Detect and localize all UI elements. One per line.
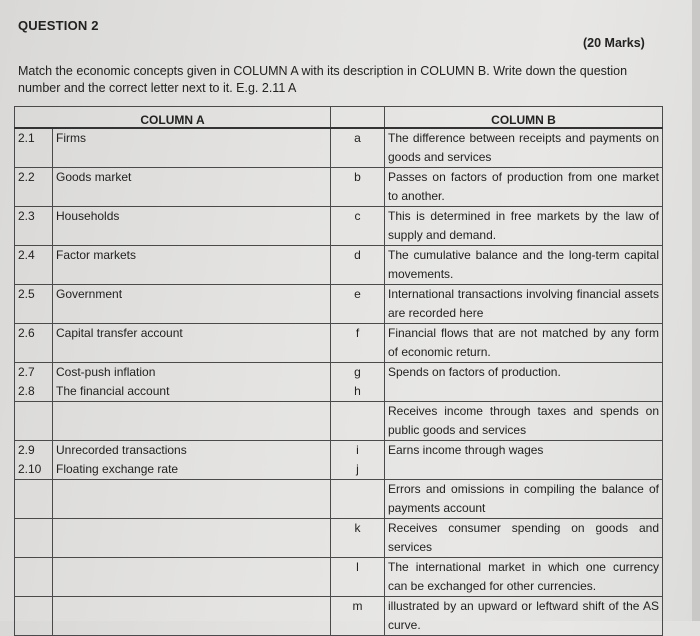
description: The cumulative balance and the long-term capital movements.	[385, 246, 663, 285]
question-number-pair	[15, 441, 53, 480]
table-row	[15, 402, 663, 441]
concept	[53, 597, 331, 636]
question-number: 2.2	[15, 168, 53, 207]
option-letter: h	[354, 384, 361, 398]
concept: Firms	[53, 128, 331, 168]
description: Spends on factors of production.	[385, 363, 663, 402]
description: International transactions involving financial assets are recorded here	[385, 285, 663, 324]
table-row	[15, 207, 663, 246]
option-letter: f	[331, 324, 385, 363]
question-number: 2.8	[18, 384, 35, 398]
option-letter	[331, 480, 385, 519]
letter-pair	[331, 363, 385, 402]
table-row	[15, 480, 663, 519]
question-number	[15, 558, 53, 597]
description: illustrated by an upward or leftward shift of the AS curve.	[385, 597, 663, 636]
option-letter: m	[331, 597, 385, 636]
table-row	[15, 558, 663, 597]
description: This is determined in free markets by the law of supply and demand.	[385, 207, 663, 246]
option-letter	[331, 402, 385, 441]
concept	[53, 558, 331, 597]
concept-pair	[53, 441, 331, 480]
question-number: 2.1	[15, 128, 53, 168]
concept	[53, 480, 331, 519]
concept: Government	[53, 285, 331, 324]
column-a-header: COLUMN A	[15, 107, 331, 129]
concept: The financial account	[56, 384, 170, 398]
question-number: 2.5	[15, 285, 53, 324]
option-letter: k	[331, 519, 385, 558]
concept: Unrecorded transactions	[56, 443, 187, 457]
table-row	[15, 324, 663, 363]
question-number-pair	[15, 363, 53, 402]
question-number: 2.4	[15, 246, 53, 285]
description: Passes on factors of production from one market to another.	[385, 168, 663, 207]
question-number	[15, 597, 53, 636]
concept	[53, 402, 331, 441]
marks-label: (20 Marks)	[583, 36, 645, 50]
concept: Factor markets	[53, 246, 331, 285]
table-row	[15, 519, 663, 558]
table-row	[15, 363, 663, 402]
question-title: QUESTION 2	[18, 18, 99, 33]
question-number	[15, 519, 53, 558]
concept-pair	[53, 363, 331, 402]
question-number: 2.6	[15, 324, 53, 363]
column-b-header: COLUMN B	[385, 107, 663, 129]
description: Receives consumer spending on goods and services	[385, 519, 663, 558]
question-number: 2.9	[18, 443, 35, 457]
description: The difference between receipts and payments on goods and services	[385, 128, 663, 168]
description: Receives income through taxes and spends on public goods and services	[385, 402, 663, 441]
option-letter: b	[331, 168, 385, 207]
question-number: 2.3	[15, 207, 53, 246]
table-row	[15, 441, 663, 480]
concept: Goods market	[53, 168, 331, 207]
option-letter: c	[331, 207, 385, 246]
option-letter: j	[356, 462, 359, 476]
table-row	[15, 597, 663, 636]
description: Errors and omissions in compiling the balance of payments account	[385, 480, 663, 519]
instructions: Match the economic concepts given in COLUMN A with its description in COLUMN B. Write down the question number and the correct letter next to it. E.g. 2.11 A	[18, 64, 628, 95]
question-number: 2.10	[18, 462, 42, 476]
option-letter: g	[354, 365, 361, 379]
concept	[53, 519, 331, 558]
question-number: 2.7	[18, 365, 35, 379]
question-number	[15, 480, 53, 519]
description: The international market in which one currency can be exchanged for other currencies.	[385, 558, 663, 597]
concept: Households	[53, 207, 331, 246]
concept: Floating exchange rate	[56, 462, 179, 476]
option-letter: l	[331, 558, 385, 597]
table-row	[15, 285, 663, 324]
table-row	[15, 168, 663, 207]
option-letter: a	[331, 128, 385, 168]
description: Financial flows that are not matched by any form of economic return.	[385, 324, 663, 363]
matching-table	[14, 106, 663, 636]
option-letter: i	[356, 443, 359, 457]
description: Earns income through wages	[385, 441, 663, 480]
concept: Capital transfer account	[53, 324, 331, 363]
page-edge-shadow	[692, 0, 700, 621]
letter-pair	[331, 441, 385, 480]
table-row	[15, 246, 663, 285]
option-letter: e	[331, 285, 385, 324]
concept: Cost-push inflation	[56, 365, 156, 379]
option-letter: d	[331, 246, 385, 285]
question-number	[15, 402, 53, 441]
table-row	[15, 128, 663, 168]
header-spacer	[331, 107, 385, 129]
